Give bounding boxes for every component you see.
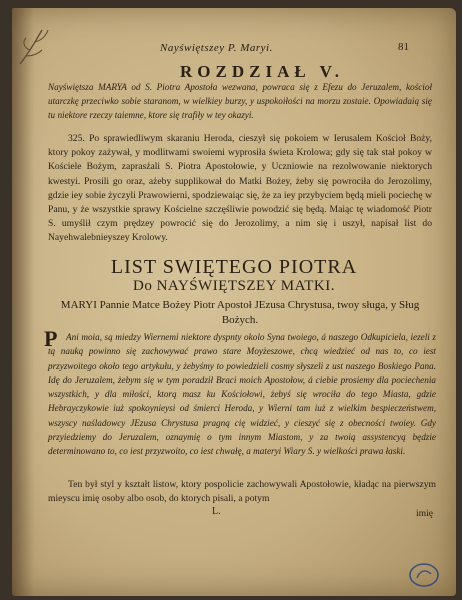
letter-signature: L. [212,506,221,517]
library-stamp [404,560,444,590]
letter-title-line1: LIST SWIĘTEGO PIOTRA [110,256,358,278]
drop-cap: P [44,326,58,351]
book-page [12,8,456,596]
page-gutter-shadow [12,8,34,596]
letter-address: MARYI Pannie Matce Bożey Piotr Apostoł JEzusa Chrystusa, twoy sługa, y Sług Bożych. [60,299,420,326]
letter-body: Ani moia, są miedzy Wiernemi niektore dyspnty okolo Syna twoiego, á naszego Odkupiciela, iezeli z tą nauką powinno się zachowywać prawo stare Moyżeszowe, chcą wiedzieć od nas to, co iest przyzwoitego około tego artykułu, y żebyśmy to powiedzieli cosmy słyszeli z ust naszego Boskiego Pana. Idę do Jeruzalem, żebym się w tym poradził Braci moich Apostołow, á ciebie prosiemy dla pociechenia wszystkich, y dla miłości, ktorą masz ku Kościołowi, żebyś się wrociła do tego Miasta, gdzie Hebrayczykowie iuż spokoynieysi od śmierci Heroda, y Wierni tam iuż z wielkim bespieczeństwem, wszyscy naśladowcy JEzusa Chrystusa pragną cię widzieć, y cieszyć się z obecności twoiey. Gdy przyiedziemy do Jeruzalem, oznaymię o tym innym Miastom, y za twoią assystencyą będzie determinowano to, co iest przyzwoito, co iest chwałę, a materyi Wiary S. y wielkości prawa łaski. [48,332,436,457]
page-number: 81 [398,41,409,53]
paragraph-325: 325. Po sprawiedliwym skaraniu Heroda, cieszył się pokoiem w Ierusalem Kościoł Boży, ktory pokoy zażywał, y modlitwami swoiemi wyprosiła świeta Krolowa; gdy się tak stał pokoy w Kościele Bożym, zaprasźali S. Piotra Apostołowie, y Uczniowie na rezolwowanie niektorych kwestyi. Prosili go oraz, ażeby supplikował do Matki Bożey, żeby się powrociła do Jerozolimy, gdzie iey sobie życzyli Prawowierni, spodziewaiąc się, że za iey przybyciem będą mieli pociechę w Panu, y że wszystkie sprawy Kościelne szczęśliwie powodzić się będą. Maiąc tę wiadomość Piotr S. umyślił czym prędzey powrocić się do Jerozolimy, a nim się i uszył, napisał list do Nayehwalebnieyszey Krolowy. [48,133,432,244]
letter-title-line2: Do NAYŚWIĘTSZEY MATKI. [133,278,335,294]
running-header: Nayświętszey P. Maryi. [160,42,273,54]
catchword: imię [416,508,434,519]
chapter-heading: ROZDZIAŁ V. [180,62,344,81]
closing-paragraph: Ten był styl y kształt listow, ktory pospolicie zachowywali Apostołowie, kładąc na pierwszym mieyscu imię osoby albo osob, do ktorych pisali, a potym [48,479,436,504]
pressed-plant-sprig [16,24,56,68]
chapter-summary: Nayświętsza MARYA od S. Piotra Apostoła wezwana, powraca się z Efezu do Jeruzalem, kościoł utarczkę przeciwko sobie staranom, w wielkiey burzy, y uspokoiłości na morzu zostaie. Opowiadaią się tu niektore rzeczy taiemne, ktore się trafiły w tey okazyi. [48,82,432,120]
